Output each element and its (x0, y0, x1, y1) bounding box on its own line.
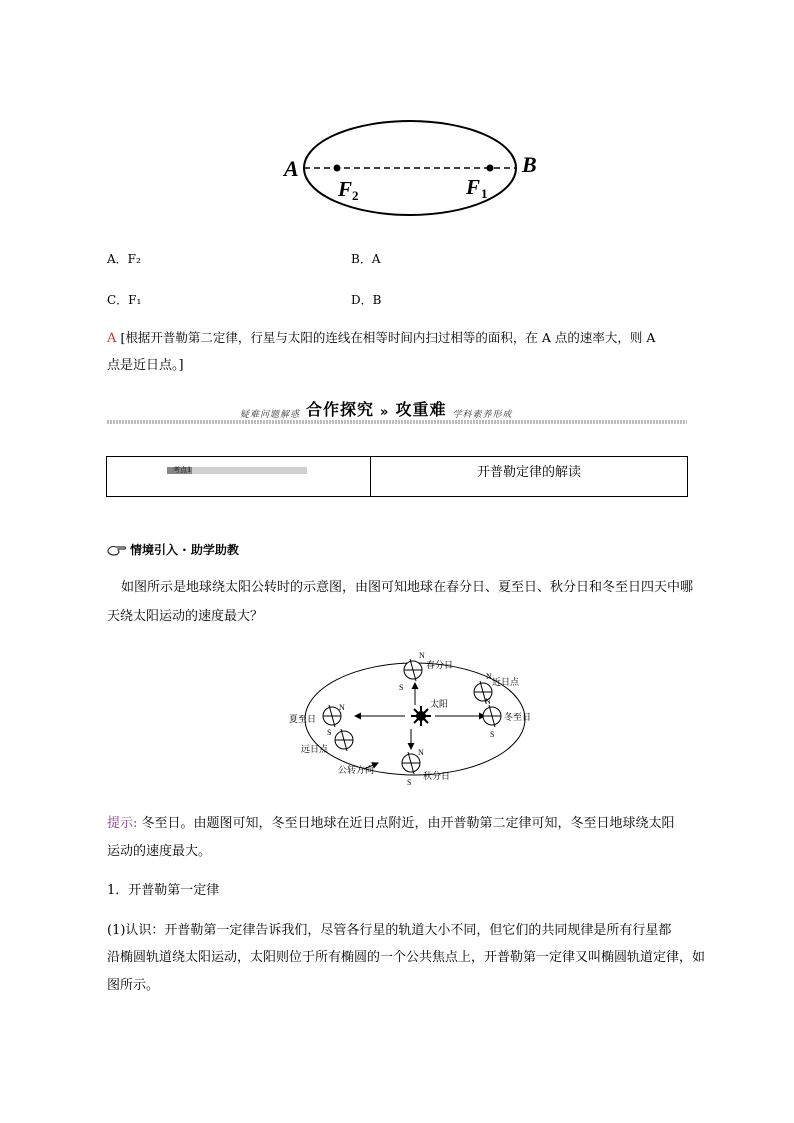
label-summer: 夏至日 (289, 715, 317, 725)
banner-right-text: 学科素养形成 (452, 410, 513, 420)
law1-line2: 沿椭圆轨道绕太阳运动，太阳则位于所有椭圆的一个公共焦点上，开普勒第一定律又叫椭圆轨道定律，如 (107, 950, 706, 965)
option-a[interactable]: A．F₂ (107, 252, 141, 266)
kaodian-tag-cell (107, 457, 371, 497)
law1-heading: 1．开普勒第一定律 (107, 883, 220, 898)
label-f2-sub: 2 (352, 188, 359, 203)
banner-main-2: 攻重难 (395, 400, 447, 419)
banner-left-text: 疑难问题解惑 (240, 410, 301, 420)
summer-n: N (339, 703, 345, 712)
hint-text1: 冬至日。由题图可知，冬至日地球在近日点附近，由开普勒第二定律可知，冬至日地球绕太阳 (141, 816, 675, 831)
earth-winter (483, 705, 501, 727)
law1-line3: 图所示。 (107, 978, 160, 993)
option-b[interactable]: B．A (351, 252, 381, 266)
winter-s: S (490, 730, 495, 739)
label-sun: 太阳 (430, 700, 449, 710)
hand-pointing-icon (107, 543, 127, 557)
focus-f1-dot (487, 165, 494, 172)
earth-spring (404, 659, 422, 681)
banner-main-1: 合作探究 (306, 400, 375, 419)
kaodian-tag-bar (167, 467, 307, 474)
autumn-n: N (418, 748, 424, 757)
perihelion-n: N (486, 672, 492, 681)
banner-divider-left (107, 420, 687, 424)
hint-line2: 运动的速度最大。 (107, 844, 212, 859)
option-c[interactable]: C．F₁ (107, 293, 142, 307)
summer-s: S (327, 728, 332, 737)
autumn-s: S (407, 778, 412, 787)
question-line1: 如图所示是地球绕太阳公转时的示意图，由图可知地球在春分日、夏至日、秋分日和冬至日四天中哪 (121, 580, 694, 595)
answer-letter: A (107, 331, 117, 346)
label-winter: 冬至日 (504, 713, 532, 723)
label-direction: 公转方向 (338, 766, 375, 776)
label-f1-sub: 1 (481, 186, 488, 201)
banner-arrow-icon: » (380, 405, 390, 420)
label-f2: F (338, 177, 353, 201)
answer-line1: [根据开普勒第二定律，行星与太阳的连线在相等时间内扫过相等的面积，在 A 点的速率大，则 A (120, 330, 656, 345)
option-d[interactable]: D．B (351, 293, 382, 307)
kaodian-table (106, 456, 688, 497)
label-spring: 春分日 (426, 661, 454, 671)
section-heading (107, 541, 239, 558)
label-perihelion: 近日点 (492, 678, 520, 688)
hint-label: 提示: (107, 816, 138, 831)
earth-orbit-figure (280, 645, 550, 795)
answer-block (107, 324, 707, 353)
question-line2: 天绕太阳运动的速度最大？ (107, 609, 264, 624)
sun-icon (411, 706, 431, 726)
label-b: B (522, 152, 537, 177)
kaodian-title: 开普勒定律的解读 (476, 465, 581, 480)
law1-line1: (1)认识：开普勒第一定律告诉我们，尽管各行星的轨道大小不同，但它们的共同规律是所有行星都 (107, 923, 672, 938)
earth-aphelion (335, 729, 353, 751)
label-f1: F (466, 175, 481, 199)
spring-n: N (419, 651, 425, 660)
spring-s: S (399, 683, 404, 692)
section-banner (240, 398, 570, 420)
label-autumn: 秋分日 (423, 772, 451, 782)
kaodian-title-cell (371, 457, 688, 497)
answer-line2: 点是近日点。] (107, 358, 184, 373)
hint-line1 (107, 810, 675, 838)
section-title: 情境引入 · 助学助教 (130, 543, 239, 557)
label-a: A (284, 156, 299, 181)
focus-f2-dot (334, 165, 341, 172)
label-aphelion: 远日点 (301, 745, 329, 755)
ellipse-figure (270, 110, 550, 225)
winter-n: N (485, 697, 491, 706)
kaodian-tag: 考点1 (173, 466, 192, 474)
